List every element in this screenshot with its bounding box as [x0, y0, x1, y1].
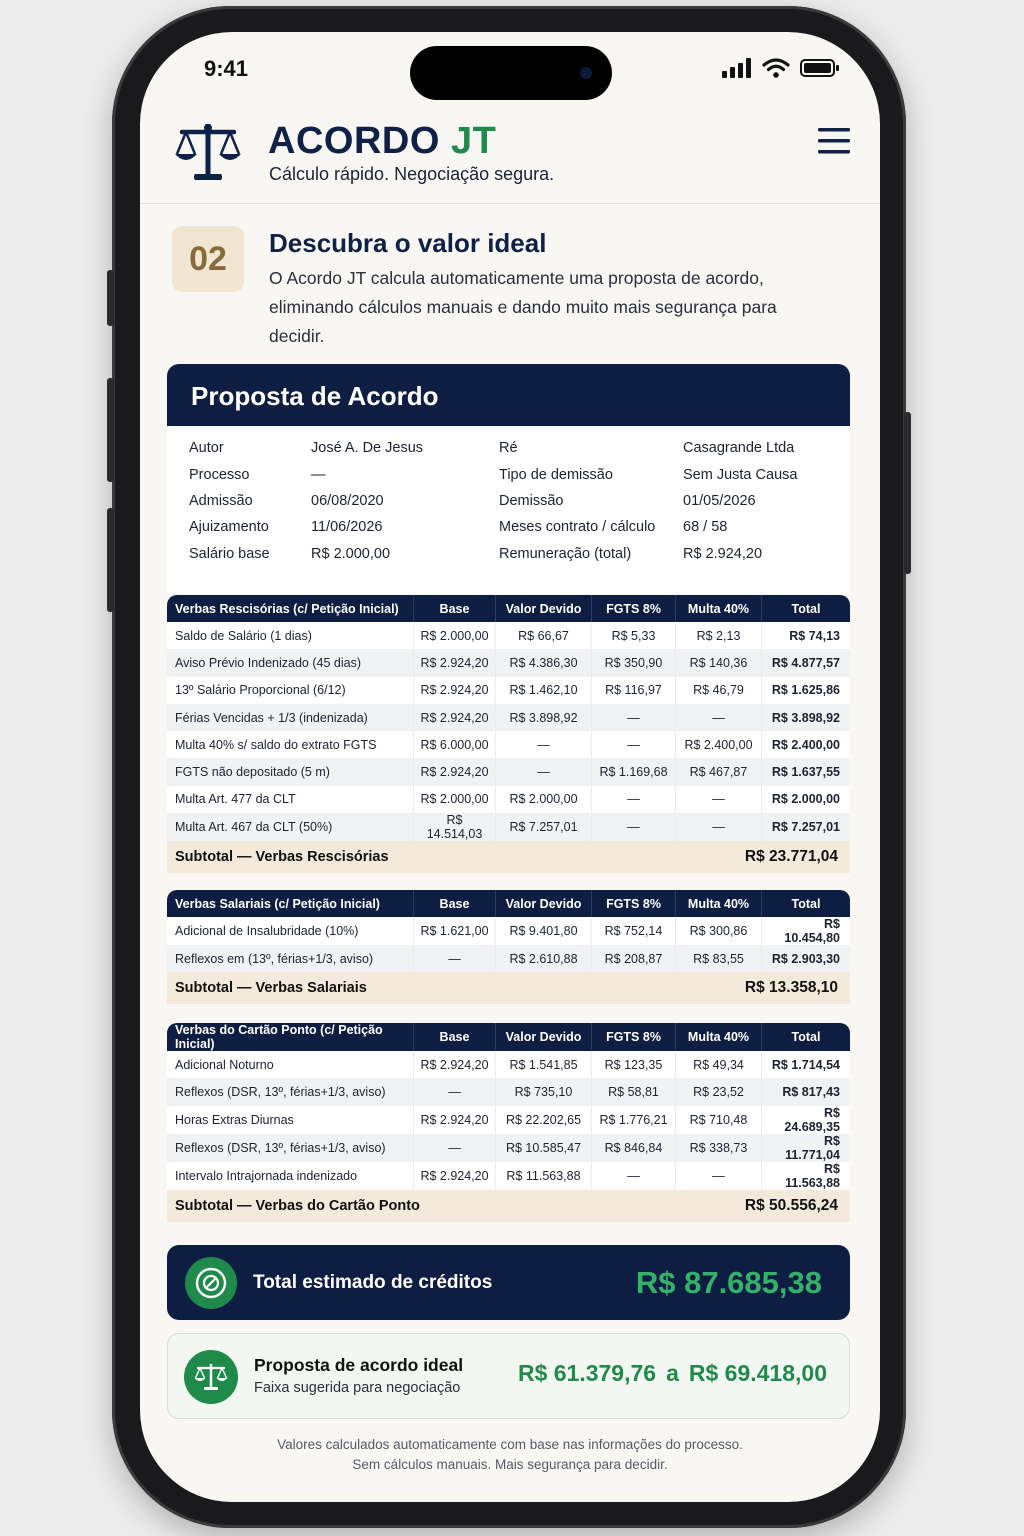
table-cell: R$ 1.621,00 [413, 917, 495, 945]
column-header: FGTS 8% [591, 595, 675, 622]
info-value: 01/05/2026 [683, 493, 756, 509]
column-header: Base [413, 890, 495, 917]
table-cell: R$ 7.257,01 [495, 813, 591, 841]
hamburger-menu-icon[interactable] [818, 126, 850, 156]
table-cell: R$ 2,13 [675, 622, 761, 649]
table-cell: — [495, 731, 591, 758]
table-cell: — [413, 1134, 495, 1162]
row-label: 13º Salário Proporcional (6/12) [167, 677, 413, 704]
table-header-row [167, 595, 850, 622]
row-label: Reflexos em (13º, férias+1/3, aviso) [167, 945, 413, 972]
table-cell: R$ 11.771,04 [761, 1134, 850, 1162]
table-title: Verbas Rescisórias (c/ Petição Inicial) [167, 595, 413, 622]
table-cell: R$ 2.924,20 [413, 1162, 495, 1190]
ideal-proposal-range [518, 1360, 827, 1387]
table-cell: R$ 23,52 [675, 1078, 761, 1105]
table-row [167, 786, 850, 813]
table-cell: R$ 710,48 [675, 1106, 761, 1134]
subtotal-row [167, 841, 850, 873]
subtotal-label: Subtotal — Verbas Salariais [175, 980, 367, 997]
ideal-range-separator: a [666, 1360, 679, 1386]
info-label: Tipo de demissão [499, 467, 613, 483]
table-row [167, 622, 850, 649]
info-value: R$ 2.924,20 [683, 546, 763, 562]
row-label: Aviso Prévio Indenizado (45 dias) [167, 649, 413, 676]
table-cell: R$ 2.000,00 [495, 786, 591, 813]
column-header: Valor Devido [495, 1023, 591, 1051]
row-label: Adicional de Insalubridade (10%) [167, 917, 413, 945]
phone-power-button [904, 412, 911, 574]
brand-title [268, 120, 496, 163]
info-label: Salário base [189, 546, 270, 562]
table-cell: R$ 2.924,20 [413, 1051, 495, 1078]
table-cell: R$ 2.924,20 [413, 758, 495, 785]
row-label: Multa Art. 477 da CLT [167, 786, 413, 813]
table-row [167, 1134, 850, 1162]
table-cell: R$ 1.776,21 [591, 1106, 675, 1134]
table-row [167, 1162, 850, 1190]
subtotal-row [167, 972, 850, 1004]
table-cell: R$ 846,84 [591, 1134, 675, 1162]
table-cell: R$ 9.401,80 [495, 917, 591, 945]
table-cell: R$ 140,36 [675, 649, 761, 676]
table-cell: R$ 46,79 [675, 677, 761, 704]
table-row [167, 704, 850, 731]
table-cell: R$ 14.514,03 [413, 813, 495, 841]
row-label: Férias Vencidas + 1/3 (indenizada) [167, 704, 413, 731]
table-cell: — [495, 758, 591, 785]
table-cell: R$ 2.000,00 [413, 786, 495, 813]
table-cell: — [591, 704, 675, 731]
table-cell: R$ 3.898,92 [495, 704, 591, 731]
info-value: Casagrande Ltda [683, 440, 795, 456]
table-row [167, 1078, 850, 1105]
ideal-proposal-subtitle: Faixa sugerida para negociação [254, 1380, 461, 1396]
row-label: Horas Extras Diurnas [167, 1106, 413, 1134]
table-cell: R$ 735,10 [495, 1078, 591, 1105]
total-credits-label: Total estimado de créditos [253, 1272, 493, 1293]
table-row [167, 945, 850, 972]
row-label: Saldo de Salário (1 dias) [167, 622, 413, 649]
table-verbas-rescisorias [167, 595, 850, 873]
column-header: Valor Devido [495, 595, 591, 622]
table-cell: R$ 2.924,20 [413, 677, 495, 704]
table-cell: R$ 58,81 [591, 1078, 675, 1105]
column-header: FGTS 8% [591, 890, 675, 917]
dynamic-island [410, 46, 612, 100]
table-cell: R$ 2.400,00 [761, 731, 850, 758]
table-cell: — [413, 945, 495, 972]
table-cell: R$ 1.714,54 [761, 1051, 850, 1078]
table-title: Verbas Salariais (c/ Petição Inicial) [167, 890, 413, 917]
table-cell: R$ 2.000,00 [413, 622, 495, 649]
table-cell: — [591, 813, 675, 841]
table-cell: R$ 300,86 [675, 917, 761, 945]
table-cell: R$ 2.924,20 [413, 649, 495, 676]
signal-icon [722, 58, 752, 78]
subtotal-row [167, 1190, 850, 1222]
values-table [167, 1023, 850, 1190]
table-cell: R$ 116,97 [591, 677, 675, 704]
total-credits-card [167, 1245, 850, 1320]
table-cell: — [413, 1078, 495, 1105]
info-label: Ajuizamento [189, 519, 269, 535]
table-row [167, 813, 850, 841]
info-value: 68 / 58 [683, 519, 728, 535]
row-label: Adicional Noturno [167, 1051, 413, 1078]
footer-note [140, 1435, 880, 1475]
table-verbas-salariais [167, 890, 850, 1004]
values-table [167, 595, 850, 841]
proposal-title: Proposta de Acordo [167, 364, 850, 426]
table-cell: R$ 123,35 [591, 1051, 675, 1078]
status-icons [722, 58, 840, 78]
table-cell: — [591, 786, 675, 813]
info-value: Sem Justa Causa [683, 467, 798, 483]
row-label: Reflexos (DSR, 13º, férias+1/3, aviso) [167, 1078, 413, 1105]
table-header-row [167, 890, 850, 917]
column-header: FGTS 8% [591, 1023, 675, 1051]
table-row [167, 1106, 850, 1134]
camera-icon [580, 67, 592, 79]
table-row [167, 758, 850, 785]
app-header [140, 112, 880, 204]
table-cell: R$ 1.462,10 [495, 677, 591, 704]
row-label: Intervalo Intrajornada indenizado [167, 1162, 413, 1190]
table-cell: R$ 1.637,55 [761, 758, 850, 785]
column-header: Multa 40% [675, 1023, 761, 1051]
info-label: Remuneração (total) [499, 546, 632, 562]
table-cell: R$ 10.585,47 [495, 1134, 591, 1162]
row-label: Multa 40% s/ saldo do extrato FGTS [167, 731, 413, 758]
ideal-proposal-title: Proposta de acordo ideal [254, 1355, 464, 1375]
table-cell: R$ 1.169,68 [591, 758, 675, 785]
row-label: Reflexos (DSR, 13º, férias+1/3, aviso) [167, 1134, 413, 1162]
subtotal-value: R$ 50.556,24 [744, 1196, 838, 1214]
table-cell: R$ 24.689,35 [761, 1106, 850, 1134]
table-cell: R$ 11.563,88 [495, 1162, 591, 1190]
table-cell: R$ 2.903,30 [761, 945, 850, 972]
subtotal-label: Subtotal — Verbas do Cartão Ponto [175, 1197, 420, 1214]
brand-accent: JT [450, 120, 497, 162]
table-cell: R$ 467,87 [675, 758, 761, 785]
wifi-icon [762, 58, 790, 78]
column-header: Valor Devido [495, 890, 591, 917]
step-number-badge: 02 [172, 226, 244, 292]
table-cell: R$ 2.924,20 [413, 1106, 495, 1134]
table-cell: R$ 10.454,80 [761, 917, 850, 945]
table-cell: — [675, 704, 761, 731]
info-label: Admissão [189, 493, 253, 509]
info-value: José A. De Jesus [311, 440, 424, 456]
phone-volume-up [107, 378, 114, 482]
ideal-range-min: R$ 61.379,76 [517, 1360, 657, 1386]
phone-mute-switch [107, 270, 114, 326]
info-label: Autor [189, 440, 224, 456]
table-cell: R$ 7.257,01 [761, 813, 850, 841]
brand-main: ACORDO [268, 120, 440, 162]
subtotal-label: Subtotal — Verbas Rescisórias [175, 849, 389, 866]
ideal-range-max: R$ 69.418,00 [688, 1360, 827, 1386]
proposal-info [167, 426, 850, 594]
step-title: Descubra o valor ideal [269, 228, 547, 258]
info-value: 06/08/2020 [311, 493, 384, 509]
values-table [167, 890, 850, 972]
battery-icon [800, 58, 840, 78]
app-screen [140, 32, 880, 1502]
column-header: Total [761, 1023, 850, 1051]
scales-icon [184, 1350, 238, 1404]
table-cell: — [591, 1162, 675, 1190]
subtotal-value: R$ 13.358,10 [744, 979, 838, 997]
table-cell: R$ 4.386,30 [495, 649, 591, 676]
table-cell: R$ 2.610,88 [495, 945, 591, 972]
brand-tagline: Cálculo rápido. Negociação segura. [269, 164, 555, 184]
table-cell: R$ 350,90 [591, 649, 675, 676]
table-row [167, 649, 850, 676]
footer-line-1: Valores calculados automaticamente com base nas informações do processo. [277, 1437, 743, 1452]
ideal-proposal-card [167, 1333, 850, 1419]
column-header: Total [761, 890, 850, 917]
table-row [167, 917, 850, 945]
column-header: Multa 40% [675, 595, 761, 622]
status-time: 9:41 [204, 56, 249, 81]
table-cell: R$ 4.877,57 [761, 649, 850, 676]
step-description: O Acordo JT calcula automaticamente uma proposta de acordo, eliminando cálculos manuais e dando muito mais segurança para decidir. [269, 268, 777, 346]
column-header: Multa 40% [675, 890, 761, 917]
info-label: Ré [499, 440, 518, 456]
table-row [167, 1051, 850, 1078]
table-cell: R$ 66,67 [495, 622, 591, 649]
table-row [167, 731, 850, 758]
table-header-row [167, 1023, 850, 1051]
table-cell: R$ 49,34 [675, 1051, 761, 1078]
info-label: Processo [189, 467, 250, 483]
table-cell: R$ 11.563,88 [761, 1162, 850, 1190]
table-title: Verbas do Cartão Ponto (c/ Petição Inicial) [167, 1023, 413, 1051]
table-cell: R$ 338,73 [675, 1134, 761, 1162]
table-cell: — [675, 786, 761, 813]
column-header: Base [413, 595, 495, 622]
info-label: Meses contrato / cálculo [499, 519, 656, 535]
table-cell: R$ 74,13 [761, 622, 850, 649]
info-label: Demissão [499, 493, 564, 509]
column-header: Base [413, 1023, 495, 1051]
table-cell: R$ 6.000,00 [413, 731, 495, 758]
table-cell: R$ 22.202,65 [495, 1106, 591, 1134]
row-label: Multa Art. 467 da CLT (50%) [167, 813, 413, 841]
scales-logo-icon [174, 120, 242, 184]
table-cell: R$ 2.400,00 [675, 731, 761, 758]
row-label: FGTS não depositado (5 m) [167, 758, 413, 785]
table-cell: R$ 3.898,92 [761, 704, 850, 731]
table-cell: R$ 208,87 [591, 945, 675, 972]
info-value: — [311, 467, 326, 483]
table-cell: — [675, 813, 761, 841]
table-cell: R$ 752,14 [591, 917, 675, 945]
subtotal-value: R$ 23.771,04 [744, 848, 838, 866]
table-cell: R$ 1.541,85 [495, 1051, 591, 1078]
table-cell: — [675, 1162, 761, 1190]
coin-icon [185, 1257, 237, 1309]
table-cell: R$ 817,43 [761, 1078, 850, 1105]
table-cell: R$ 1.625,86 [761, 677, 850, 704]
phone-volume-down [107, 508, 114, 612]
table-cell: R$ 5,33 [591, 622, 675, 649]
table-cell: — [591, 731, 675, 758]
table-verbas-cartao-ponto [167, 1023, 850, 1222]
info-value: 11/06/2026 [311, 519, 383, 535]
table-row [167, 677, 850, 704]
column-header: Total [761, 595, 850, 622]
table-cell: R$ 83,55 [675, 945, 761, 972]
proposal-card [167, 364, 850, 594]
table-cell: R$ 2.000,00 [761, 786, 850, 813]
footer-line-2: Sem cálculos manuais. Mais segurança para decidir. [352, 1457, 668, 1472]
table-cell: R$ 2.924,20 [413, 704, 495, 731]
total-credits-value: R$ 87.685,38 [635, 1265, 822, 1300]
info-value: R$ 2.000,00 [311, 546, 391, 562]
